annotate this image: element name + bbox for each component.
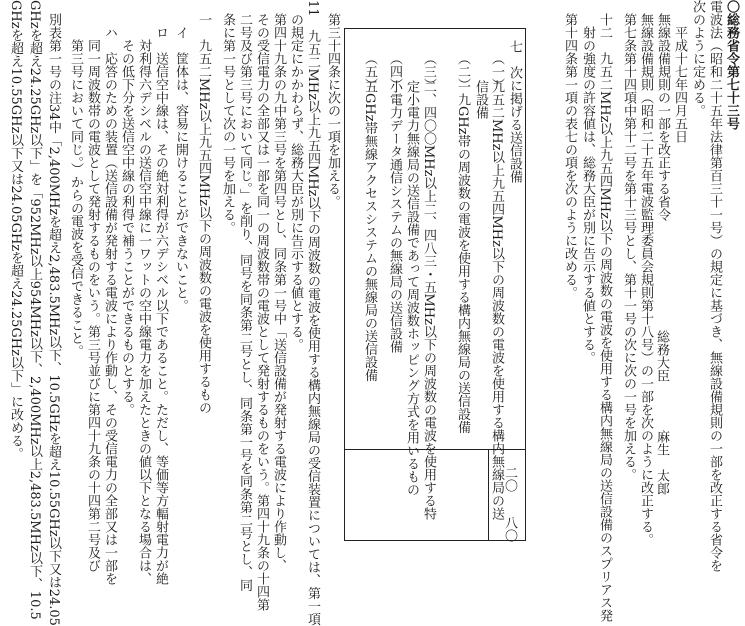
text-column: 射の強度の許容値は、総務大臣が別に告示する値とする。 — [580, 0, 595, 364]
text-column: イ 筐体は、容易に開けることができないこと。 — [173, 0, 188, 312]
text-column: 対利得六デシベルの送信空中線に一ワットの空中線電力を加えたときの値以下となる場合は、 — [136, 0, 151, 585]
text-column: 同一周波数帯の電波として発射するものをいう。第三号並びに第四十九条の十四第二号及び — [85, 0, 100, 572]
text-column: 第七条第十四項中第十二号を第十三号とし、第十一号の次に次の一号を加える。 — [621, 0, 636, 481]
text-column: 無線設備規則（昭和二十五年電波監理委員会規則第十八号）の一部を次のように改正する。 — [638, 0, 653, 546]
table-item-line: 信設備 — [473, 80, 488, 119]
date-line: 平成十七年四月五日 — [672, 0, 687, 143]
text-column: 第四十九条の九中第三号を第四号とし、同条第一号中「送信設備が発射する電波により作動し、 — [271, 0, 286, 572]
text-column: ハ 応答のための装置（送信設備が発射する電波により作動し、その受信電力の全部又は一部を — [102, 0, 117, 585]
text-column: 二号及び第三号において同じ。」を削り、同号を同条第二号とし、同条第一号を同条第二号とし、同 — [237, 0, 252, 592]
text-column: GHzを超え10.55GHz以下又は24.05GHzを超え24.25GHz以下」に改める。 — [8, 0, 23, 460]
text-column: の規定にかかわらず、総務大臣が別に告示する値とする。 — [288, 0, 303, 351]
text-column: 十二 九五二MHz以上九五四MHz以下の周波数の電波を使用する構内無線局の送信設備のスプリアス発 — [597, 0, 612, 622]
table-item-mark: （一） — [489, 52, 504, 91]
table-item-line: 小電力データ通信システムの無線局の送信設備 — [387, 80, 402, 353]
table-item-line: 一九GHz帯の周波数の電波を使用する構内無線局の送信設備 — [455, 80, 470, 434]
table-item-line: 九五二MHz以上九五四MHz以下の周波数の電波を使用する構内無線局の送 — [489, 80, 504, 520]
text-column: GHzを超え24.25GHz以下」を「952MHz以上954MHz以下、2,400MHz以上2,483.5MHz以下、10.5 — [27, 0, 42, 620]
table-header: 七 次に掲げる送信設備 — [507, 40, 522, 183]
text-column: 次のように定める。 — [690, 0, 705, 117]
table-item-line: 五GHz帯無線アクセスシステムの無線局の送信設備 — [362, 80, 377, 382]
text-column: 条に第一号として次の一号を加える。 — [220, 0, 235, 234]
table-value: 二〇 — [502, 466, 517, 492]
ordinance-number: 〇総務省令第七十三号 — [724, 0, 739, 130]
table-value: 八〇 — [502, 516, 517, 542]
table-item-mark: （三） — [421, 52, 436, 91]
table-item-mark: （五） — [362, 52, 377, 91]
table-item-mark: （四） — [387, 52, 402, 91]
text-column: 一 九五二MHz以上九五四MHz以下の周波数の電波を使用するもの — [196, 0, 211, 414]
text-column: 第三十四条に次の一項を加える。 — [325, 0, 340, 208]
text-column: 無線設備規則の一部を改正する省令 — [655, 0, 670, 221]
text-column: その低下分を送信空中線の利得で補うことができるものとする。 — [119, 0, 134, 416]
text-column: 第三号において同じ。）からの電波を受信できること。 — [68, 0, 83, 358]
signature-title: 総務大臣 — [654, 330, 669, 382]
text-column: ロ 送信空中線は、その絶対利得が六デシベル以下であること。ただし、等価等方輻射電力が絶 — [153, 0, 168, 585]
text-column: 11 九五二MHz以上九五四MHz以下の周波数の電波を使用する構内無線局の受信装置については、第一項 — [305, 0, 320, 626]
signature-name: 麻生 太郎 — [654, 430, 669, 495]
text-column: 電波法（昭和二十五年法律第百三十一号）の規定に基づき、無線設備規則の一部を改正する省令を — [707, 0, 722, 572]
text-column: 別表第一号の注34中「2,400MHzを超え2,483.5MHz以下、10.5GHzを超え10.55GHz以下又は24.05 — [46, 0, 61, 626]
text-column: その受信電力の全部又は一部を同一の周波数帯の電波として発射するものをいう。第四十九条の十四第 — [254, 0, 269, 611]
table-item-line: 二、四〇〇MHz以上二、四八三・五MHz以下の周波数の電波を使用する特 — [421, 80, 436, 520]
table-item-line: 定小電力無線局の送信設備であって周波数ホッピング方式を用いるもの — [404, 80, 419, 496]
table-item-mark: （二） — [455, 52, 470, 91]
text-column: 第十四条第一項の表七の項を次のように改める。 — [562, 0, 577, 299]
